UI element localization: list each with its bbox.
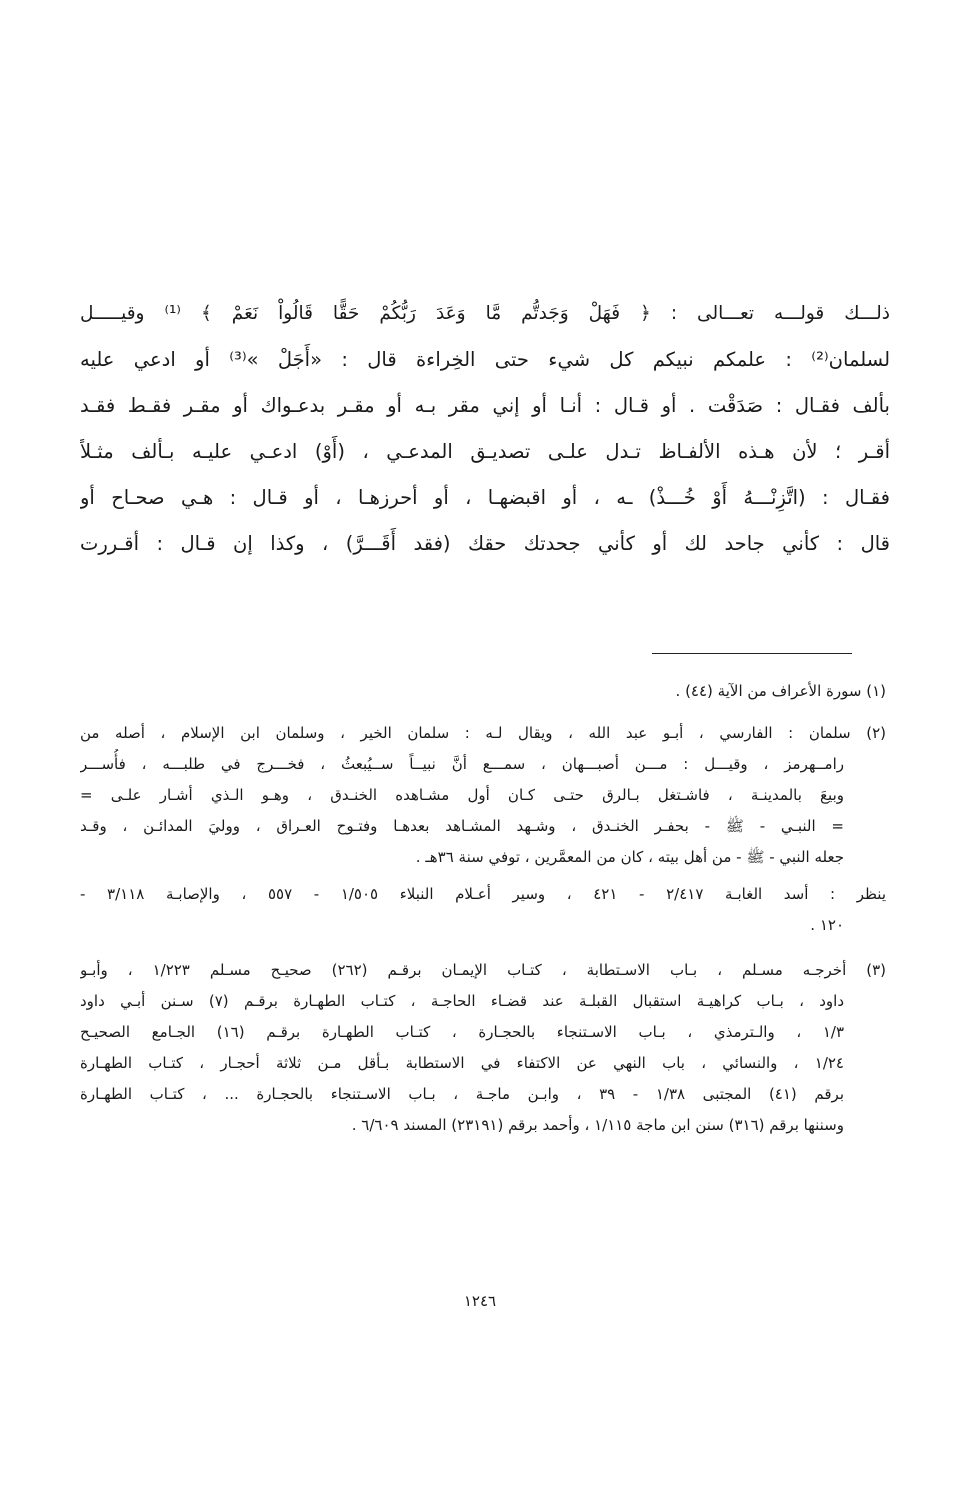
footnote-2-line: = النبـي - ﷺ - بحفـر الخنـدق ، وشـهد المشـاهد بعدهـا وفتـوح العـراق ، ووليَ المدائـن ، وقـد: [80, 817, 844, 835]
footnote-2-line: (٢) سلمان : الفارسي ، أبـو عبد الله ، ويقال لـه : سلمان الخير ، وسلمان ابن الإسلام ، أصله من: [80, 724, 886, 742]
footnote-2-reference: ١٢٠ .: [810, 916, 844, 934]
footnote-3-line: (٣) أخرجـه مسـلم ، بـاب الاسـتطابة ، كتـاب الإيمـان برقـم (٢٦٢) صحيـح مسـلم ١/٢٢٣ ، وأبـو: [80, 961, 886, 979]
main-line-4: أقـر ؛ لأن هـذه الألفـاظ تـدل علـى تصديـق المدعـي ، (أَوْ) ادعـي عليـه بـألف مثـلاً: [80, 440, 890, 463]
footnote-3-line: داود ، بـاب كراهيـة استقبال القبلـة عند قضـاء الحاجـة ، كتـاب الطهـارة برقـم (٧) سـنن أبـي داود: [80, 992, 844, 1010]
main-line-1: ذلـــك قولـــه تعـــالى : ﴿ فَهَلْ وَجَدتُّم مَّا وَعَدَ رَبُّكُمْ حَقًّا قَالُواْ نَعَمْ ﴾ ⁽¹⁾ وقيـــــل: [80, 303, 890, 324]
footnote-1: (١) سورة الأعراف من الآية (٤٤) .: [675, 682, 886, 700]
footnote-2-line: وبيعَ بالمدينـة ، فاشـتغل بـالرق حتـى كـان أول مشـاهده الخنـدق ، وهـو الـذي أشـار علـى =: [80, 786, 844, 804]
footnote-2-reference: ينظر : أسد الغابـة ٢/٤١٧ - ٤٢١ ، وسير أعـلام النبلاء ١/٥٠٥ - ٥٥٧ ، والإصابـة ٣/١١٨ -: [80, 885, 886, 903]
footnote-2-line: رامــهرمز ، وقيـــل : مـــن أصبـــهان ، سمـــع أنَّ نبيــاً ســيُبعثُ ، فخـــرج في طلبـــه ، فأُســـر: [80, 755, 844, 773]
main-body-text: [80, 292, 890, 568]
footnote-2-line: جعله النبي - ﷺ - من أهل بيته ، كان من المعمَّرين ، توفي سنة ٣٦هـ .: [415, 848, 844, 866]
page-number: ١٢٤٦: [463, 1292, 497, 1310]
footnote-separator: [652, 653, 852, 654]
main-line-5: فقـال : (اتَّزِنْـــهُ أَوْ خُـــذْ) ـه ، أو اقبضهـا ، أو أحرزهـا ، أو قـال : هـي صحـاح أو: [80, 486, 890, 509]
main-line-6: قال : كأني جاحد لك أو كأني جحدتك حقك (فقد أَقَـــرَّ) ، وكذا إن قـال : أقـررت: [80, 532, 890, 555]
footnotes-section: [80, 676, 886, 1141]
main-line-2: لسلمان⁽²⁾ : علمكم نبيكم كل شيء حتى الخِراءة قال : «أَجَلْ »⁽³⁾ أو ادعي عليه: [80, 348, 890, 371]
footnote-3-line: ١/٢٤ ، والنسائي ، باب النهي عن الاكتفاء في الاستطابة بـأقل مـن ثلاثة أحجـار ، كتـاب الطهـارة: [80, 1054, 844, 1072]
footnote-3-line: وسننها برقم (٣١٦) سنن ابن ماجة ١/١١٥ ، وأحمد برقم (٢٣١٩١) المسند ٦/٦٠٩ .: [351, 1116, 844, 1134]
footnote-3-line: ١/٣ ، والـترمذي ، بـاب الاسـتنجاء بالحجـارة ، كتـاب الطهـارة برقـم (١٦) الجـامع الصحيـح: [80, 1023, 844, 1041]
footnote-3-line: برقم (٤١) المجتبى ١/٣٨ - ٣٩ ، وابـن ماجـة ، بـاب الاسـتنجاء بالحجـارة ... ، كتـاب الطهـارة: [80, 1085, 844, 1103]
main-line-3: بألف فقـال : صَدَقْت . أو قـال : أنـا أو إني مقر بـه أو مقـر بدعـواك أو مقـر فقـط فقـد: [80, 394, 890, 417]
